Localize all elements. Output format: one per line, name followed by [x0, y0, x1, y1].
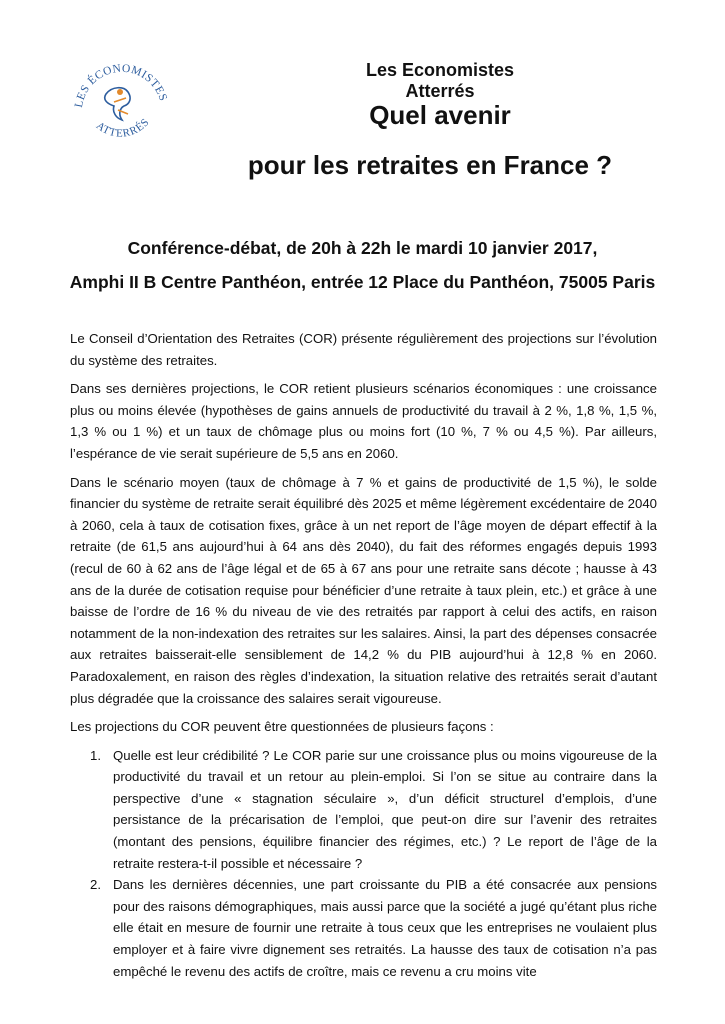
list-item	[70, 874, 657, 982]
list-item-text: Quelle est leur crédibilité ? Le COR parie sur une croissance plus ou moins vigoureuse de la productivité du travail et un retour au plein-emploi. Si l’on se situe au contraire dans la perspective d’une « stagnation séculaire », d’un déficit structurel d’emplois, d’une persistance de la précarisation de l’emploi, que peut-on dire sur l’avenir des retraites (montant des pensions, équilibre financier des régimes, etc.) ? Le report de l’âge de la retraite restera-t-il possible et nécessaire ?	[113, 747, 657, 871]
figure-icon	[105, 88, 130, 120]
logo-text-bottom: ATTERRÉS	[93, 116, 152, 140]
paragraph: Dans ses dernières projections, le COR retient plusieurs scénarios économiques : une croissance plus ou moins élevée (hypothèses de gains annuels de productivité du travail à 2 %, 1,8 %, 1,5 %, 1,3 % ou 1 %) et un taux de chômage plus ou moins fort (10 %, 7 % ou 4,5 %). Par ailleurs, l’espérance de vie serait supérieure de 5,5 ans en 2060.	[70, 381, 657, 461]
list-item	[70, 745, 657, 875]
questions-list	[70, 745, 657, 983]
svg-text:LES ÉCONOMISTES	[73, 63, 169, 109]
document-body	[70, 328, 657, 982]
page-title-line-2: pour les retraites en France ?	[247, 150, 613, 180]
list-item-number: 2.	[90, 877, 101, 893]
paragraph: Le Conseil d’Orientation des Retraites (COR) présente régulièrement des projections sur l’évolution du système des retraites.	[70, 331, 657, 368]
economistes-atterres-logo	[68, 48, 172, 152]
event-location: Amphi II B Centre Panthéon, entrée 12 Place du Panthéon, 75005 Paris	[69, 272, 656, 292]
paragraph: Dans le scénario moyen (taux de chômage à 7 % et gains de productivité de 1,5 %), le solde financier du système de retraite serait équilibré dès 2025 et même légèrement excédentaire de 2040 à 2060, cela à taux de cotisation fixes, grâce à un net report de l’âge moyen de départ effectif à la retraite (de 61,5 ans aujourd’hui à 64 ans dès 2040), du fait des réformes engagés depuis 1993 (recul de 60 à 62 ans de l’âge légal et de 65 à 67 ans pour une retraite sans décote ; hausse à 43 ans de la durée de cotisation requise pour bénéficier d’une retraite à taux plein, etc.) et grâce à une baisse de l’ordre de 16 % du niveau de vie des retraités par rapport à celui des actifs, en raison notamment de la non-indexation des retraites sur les salaires. Ainsi, la part des dépenses consacrée aux retraites baisserait-elle sensiblement de 14,2 % du PIB aujourd’hui à 12,8 % en 2060. Paradoxalement, en raison des règles d’indexation, la situation relative des retraités serait d’autant plus dégradée que la croissance des salaires serait vigoureuse.	[70, 474, 657, 706]
event-datetime: Conférence-débat, de 20h à 22h le mardi 10 janvier 2017,	[127, 238, 598, 258]
page-title-line-1: Quel avenir	[369, 100, 511, 130]
organization-name: Les Economistes Atterrés	[365, 60, 515, 101]
svg-text:ATTERRÉS	[94, 116, 152, 140]
logo-text-top: LES ÉCONOMISTES	[72, 62, 170, 109]
list-item-text: Dans les dernières décennies, une part croissante du PIB a été consacrée aux pensions pour des raisons démographiques, mais aussi parce que la société a jugé qu’étant plus riche elle était en mesure de fournir une retraite à tous ceux que les entreprises ne voulaient plus employer et à faire vivre dignement ses retraités. La hausse des taux de cotisation n’a pas empêché le revenu des actifs de croître, mais ce revenu a cru moins vite	[113, 877, 657, 979]
list-item-number: 1.	[90, 747, 101, 763]
paragraph: Les projections du COR peuvent être questionnées de plusieurs façons :	[70, 719, 494, 735]
